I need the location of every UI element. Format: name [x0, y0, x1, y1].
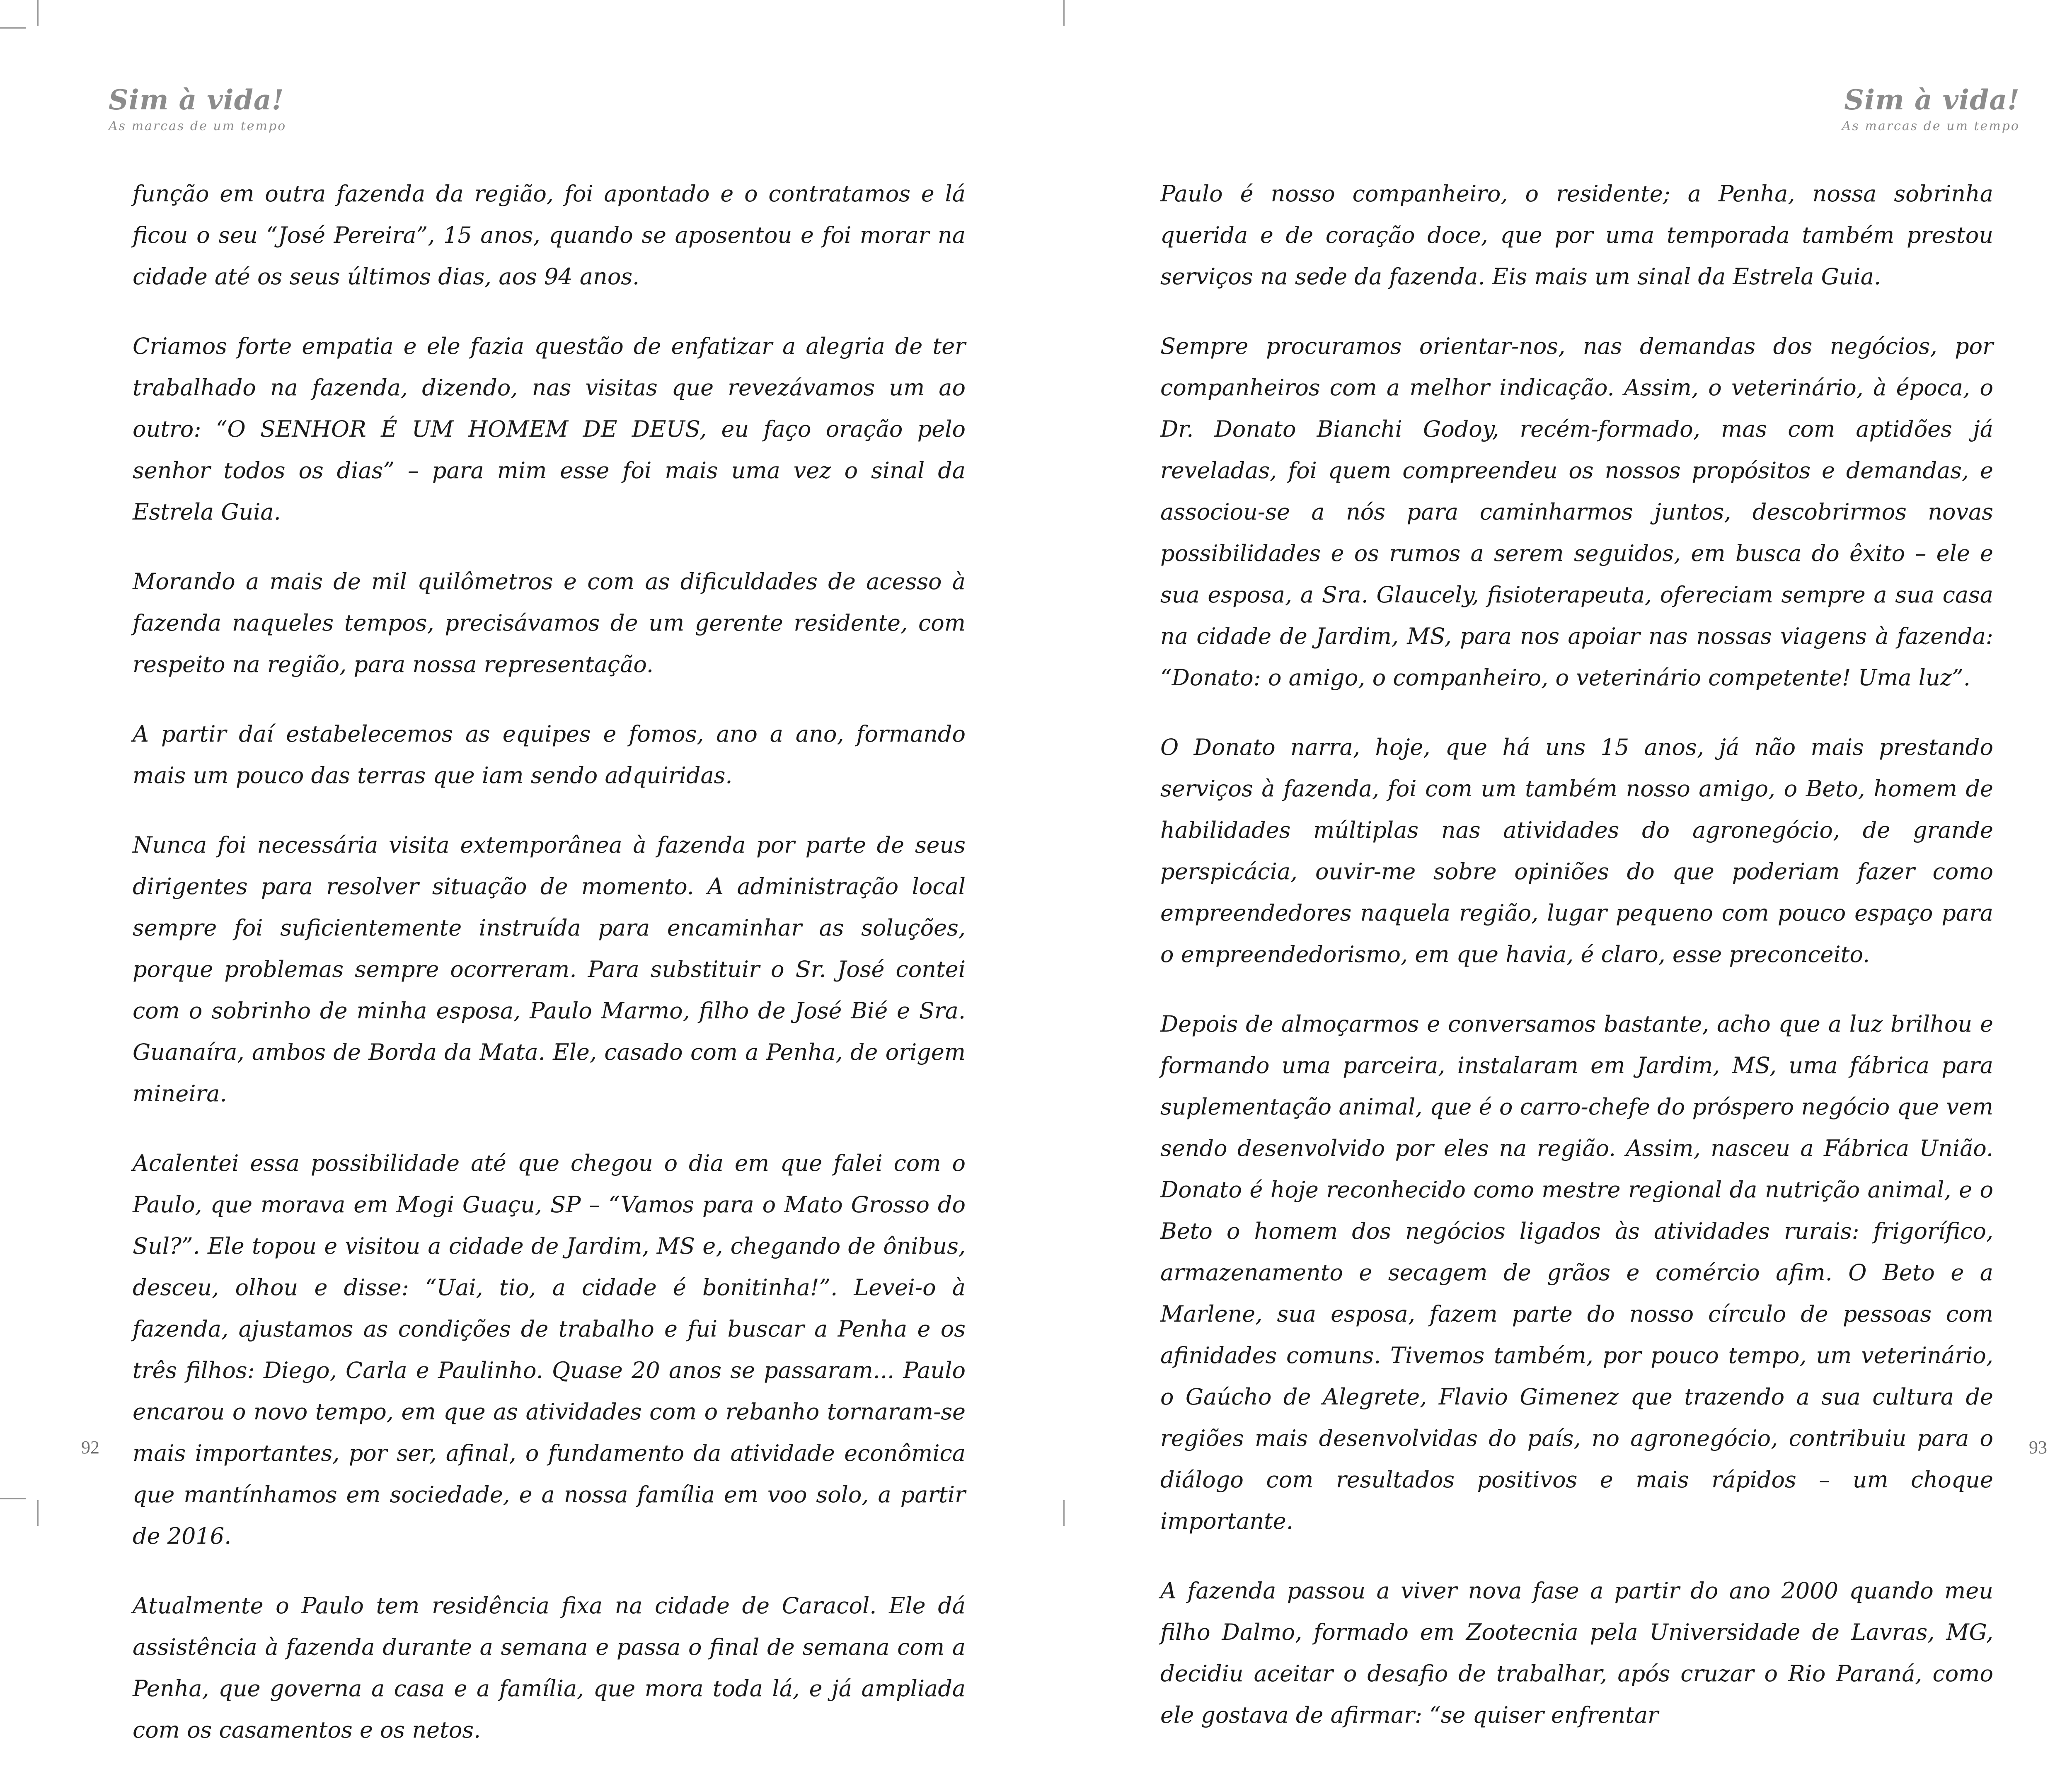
paragraph: Acalentei essa possibilidade até que chegou o dia em que falei com o Paulo, que morava em Mogi Guaçu, SP – “Vamos para o Mato Grosso do Sul?”. Ele topou e visitou a cidade de Jardim, MS e, chegando de ônibus, desceu, olhou e disse: “Uai, tio, a cidade é bonitinha!”. Levei-o à fazenda, ajustamos as condições de trabalho e fui buscar a Penha e os três filhos: Diego, Carla e Paulinho. Quase 20 anos se passaram... Paulo encarou o novo tempo, em que as atividades com o rebanho tornaram-se mais importantes, por ser, afinal, o fundamento da atividade econômica que mantínhamos em sociedade, e a nossa família em voo solo, a partir de 2016. — [133, 1150, 966, 1549]
crop-mark — [0, 1498, 26, 1499]
running-head-subtitle: As marcas de um tempo — [109, 119, 287, 133]
paragraph: A partir daí estabelecemos as equipes e fomos, ano a ano, formando mais um pouco das terras que iam sendo adquiridas. — [133, 721, 966, 788]
paragraph: A fazenda passou a viver nova fase a partir do ano 2000 quando meu filho Dalmo, formado em Zootecnia pela Universidade de Lavras, MG, decidiu aceitar o desafio de trabalhar, após cruzar o Rio Paraná, como ele gostava de afirmar: “se quiser enfrentar — [1160, 1578, 1993, 1728]
page-number: 93 — [2029, 1437, 2047, 1458]
running-head — [109, 86, 286, 133]
crop-mark — [37, 1500, 39, 1526]
body-text — [1160, 173, 1993, 1764]
running-head-subtitle: As marcas de um tempo — [1842, 119, 2020, 133]
paragraph: Morando a mais de mil quilômetros e com as dificuldades de acesso à fazenda naqueles tempos, precisávamos de um gerente residente, com respeito na região, para nossa representação. — [133, 568, 966, 677]
paragraph: O Donato narra, hoje, que há uns 15 anos, já não mais prestando serviços à fazenda, foi com um também nosso amigo, o Beto, homem de habilidades múltiplas nas atividades do agronegócio, de grande perspicácia, ouvir-me sobre opiniões do que poderiam fazer como empreendedores naquela região, lugar pequeno com pouco espaço para o empreendedorismo, em que havia, é claro, esse preconceito. — [1160, 734, 1993, 967]
body-text — [133, 173, 966, 1779]
right-page — [1064, 0, 2072, 1728]
running-head — [1842, 86, 2020, 133]
crop-mark — [0, 27, 26, 29]
paragraph: Nunca foi necessária visita extemporânea à fazenda por parte de seus dirigentes para resolver situação de momento. A administração local sempre foi suficientemente instruída para encaminhar as soluções, porque problemas sempre ocorreram. Para substituir o Sr. José contei com o sobrinho de minha esposa, Paulo Marmo, filho de José Bié e Sra. Guanaíra, ambos de Borda da Mata. Ele, casado com a Penha, de origem mineira. — [133, 832, 966, 1107]
page-number: 92 — [81, 1437, 99, 1458]
running-head-title: Sim à vida! — [109, 84, 284, 116]
paragraph: Sempre procuramos orientar-nos, nas demandas dos negócios, por companheiros com a melhor indicação. Assim, o veterinário, à época, o Dr. Donato Bianchi Godoy, recém-formado, mas com aptidões já reveladas, foi quem compreendeu os nossos propósitos e demandas, e associou-se a nós para caminharmos juntos, descobrirmos novas possibilidades e os rumos a serem seguidos, em busca do êxito – ele e sua esposa, a Sra. Glaucely, fisioterapeuta, ofereciam sempre a sua casa na cidade de Jardim, MS, para nos apoiar nas nossas viagens à fazenda: “Donato: o amigo, o companheiro, o veterinário competente! Uma luz”. — [1160, 333, 1993, 691]
paragraph: função em outra fazenda da região, foi apontado e o contratamos e lá ficou o seu “José Pereira”, 15 anos, quando se aposentou e foi morar na cidade até os seus últimos dias, aos 94 anos. — [133, 181, 966, 290]
crop-mark — [37, 0, 39, 26]
paragraph: Paulo é nosso companheiro, o residente; a Penha, nossa sobrinha querida e de coração doce, que por uma temporada também prestou serviços na sede da fazenda. Eis mais um sinal da Estrela Guia. — [1160, 181, 1993, 290]
paragraph: Criamos forte empatia e ele fazia questão de enfatizar a alegria de ter trabalhado na fazenda, dizendo, nas visitas que revezávamos um ao outro: “O SENHOR É UM HOMEM DE DEUS, eu faço oração pelo senhor todos os dias” – para mim esse foi mais uma vez o sinal da Estrela Guia. — [133, 333, 966, 525]
paragraph: Atualmente o Paulo tem residência fixa na cidade de Caracol. Ele dá assistência à fazenda durante a semana e passa o final de semana com a Penha, que governa a casa e a família, que mora toda lá, e já ampliada com os casamentos e os netos. — [133, 1593, 966, 1743]
paragraph: Depois de almoçarmos e conversamos bastante, acho que a luz brilhou e formando uma parceira, instalaram em Jardim, MS, uma fábrica para suplementação animal, que é o carro-chefe do próspero negócio que vem sendo desenvolvido por eles na região. Assim, nasceu a Fábrica União. Donato é hoje reconhecido como mestre regional da nutrição animal, e o Beto o homem dos negócios ligados às atividades rurais: frigorífico, armazenamento e secagem de grãos e comércio afim. O Beto e a Marlene, sua esposa, fazem parte do nosso círculo de pessoas com afinidades comuns. Tivemos também, por pouco tempo, um veterinário, o Gaúcho de Alegrete, Flavio Gimenez que trazendo a sua cultura de regiões mais desenvolvidas do país, no agronegócio, contribuiu para o diálogo com resultados positivos e mais rápidos – um choque importante. — [1160, 1011, 1993, 1534]
running-head-title: Sim à vida! — [1844, 84, 2020, 116]
